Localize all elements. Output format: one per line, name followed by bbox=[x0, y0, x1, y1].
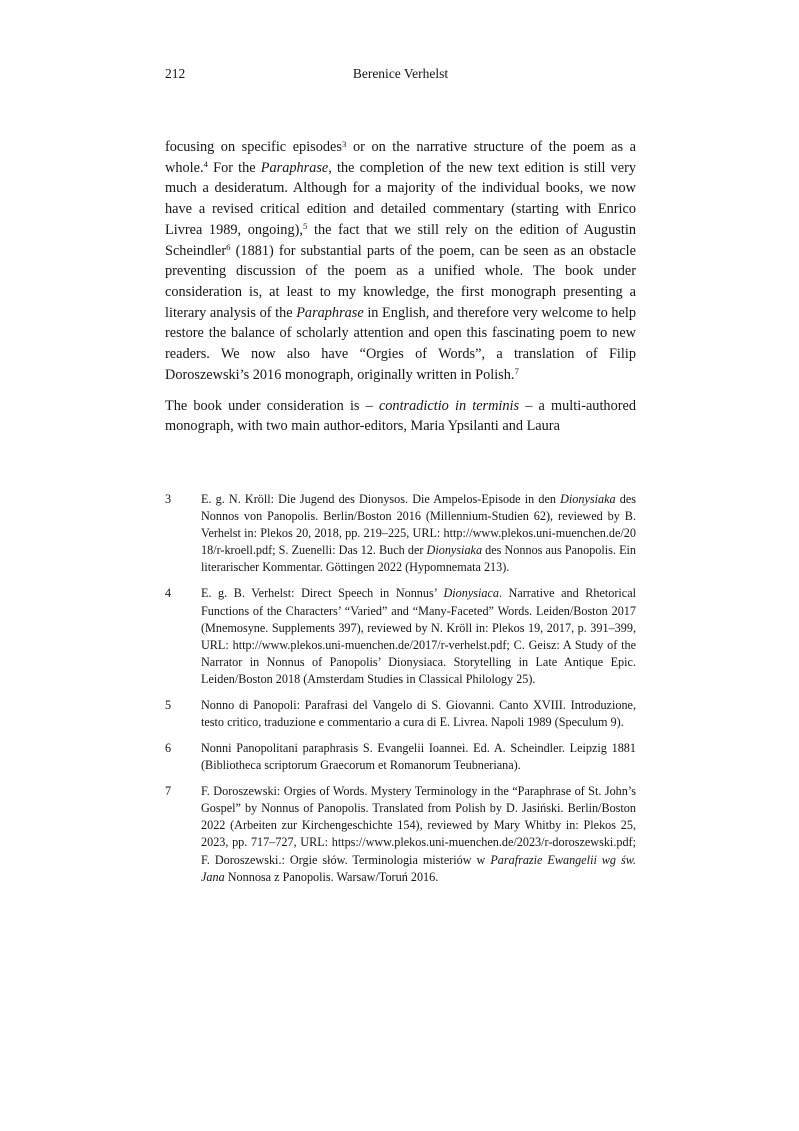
footnote-number: 4 bbox=[165, 586, 172, 601]
footnote bbox=[165, 491, 636, 576]
text-run: des Nonnos aus Panopolis. Ein literarischer Kommentar. Göttingen 2022 (Hypomnemata 213). bbox=[201, 543, 636, 575]
text-run: , the completion of the new text edition is still very much a desideratum. Although for a majority of the individual books, we now have a revised critical edition and detailed commentary (starting with Enrico Livrea 1989, ongoing), bbox=[165, 159, 636, 238]
footnotes bbox=[165, 491, 636, 886]
text-run: Dionysiaka bbox=[426, 543, 483, 558]
text-run: Nonnosa z Panopolis. Warsaw/Toruń 2016. bbox=[224, 869, 439, 884]
footnote-number: 5 bbox=[165, 697, 172, 712]
page-number: 212 bbox=[165, 66, 186, 81]
text-run: E. g. B. Verhelst: Direct Speech in Nonnus’ bbox=[201, 586, 444, 601]
url-text[interactable]: http://www.plekos.uni-muenchen.de/2018/r-kroell.pdf bbox=[201, 526, 636, 558]
footnote bbox=[165, 585, 636, 687]
text-run: Parafrazie Ewangelii wg św. Jana bbox=[201, 852, 637, 884]
footnote-ref: 5 bbox=[302, 221, 308, 232]
text-run: E. g. N. Kröll: Die Jugend des Dionysos. Die Ampelos-Episode in den bbox=[201, 492, 561, 507]
footnote-ref: 6 bbox=[226, 242, 231, 253]
text-run: (1881) for substantial parts of the poem, can be seen as an obstacle preventing discussion of the poem as a unified whole. The book under consideration is, at least to my knowledge, the first monograph presenting a literary analysis of the bbox=[165, 242, 636, 321]
text-run: F. Doroszewski: Orgies of Words. Mystery Terminology in the “Paraphrase of St. John’s Gospel” by Nonnus of Panopolis. Translated from Polish by D. Jasiński. Berlin/Boston 2022 (Arbeiten zur Kirchengeschichte 154), reviewed by Mary Whitby in: Plekos 25, 2023, pp. 717–727, URL: bbox=[201, 784, 636, 850]
footnote-ref: 7 bbox=[514, 366, 519, 377]
footnote-text bbox=[201, 740, 636, 774]
text-run: in English, and therefore very welcome to help restore the balance of scholarly attention and open this fascinating poem to new readers. We now also have “Orgies of Words”, a translation of Filip Doroszewski’s 2016 monograph, originally written in Polish. bbox=[165, 304, 636, 383]
text-run: focusing on specific episodes bbox=[165, 139, 342, 155]
text-run: The book under consideration is – bbox=[165, 397, 379, 414]
text-run: Paraphrase bbox=[260, 159, 329, 176]
text-run: – a multi-authored monograph, with two main author-editors, Maria Ypsilanti and Laura bbox=[165, 397, 636, 435]
footnote-text bbox=[201, 697, 636, 731]
text-run: Dionysiaka bbox=[560, 492, 616, 507]
text-run: or on the narrative structure of the poem as a whole. bbox=[165, 139, 636, 176]
text-run: ; C. Geisz: A Study of the Narrator in Nonnus of Panopolis’ Dionysiaca. Storytelling in Late Antique Epic. Leiden/Boston 2018 (Amsterdam Studies in Classical Philology 25). bbox=[201, 637, 637, 686]
footnote bbox=[165, 697, 636, 731]
footnote-text bbox=[201, 491, 636, 576]
text-run: the fact that we still rely on the edition of Augustin Scheindler bbox=[165, 221, 636, 259]
text-run: ; S. Zuenelli: Das 12. Buch der bbox=[272, 543, 427, 558]
footnote-number: 6 bbox=[165, 741, 172, 756]
running-header-author: Berenice Verhelst bbox=[352, 66, 449, 81]
url-text[interactable]: http://www.plekos.uni-muenchen.de/2017/r-verhelst.pdf bbox=[232, 637, 507, 652]
footnote-ref: 4 bbox=[203, 159, 208, 170]
footnote-number: 3 bbox=[165, 492, 172, 507]
text-run: . Narrative and Rhetorical Functions of the Characters’ “Varied” and “Many-Faceted” Words. Leiden/Boston 2017 (Mnemosyne. Supplements 397), reviewed by N. Kröll in: Plekos 19, 2017, p. 391–399, URL: bbox=[201, 586, 636, 652]
body-paragraph bbox=[165, 137, 636, 386]
footnote bbox=[165, 740, 636, 774]
footnote-number: 7 bbox=[165, 784, 172, 799]
footnote-text bbox=[201, 783, 636, 885]
page-header bbox=[165, 66, 636, 85]
main-text bbox=[165, 137, 636, 437]
text-run: For the bbox=[207, 159, 261, 176]
text-run: Nonni Panopolitani paraphrasis S. Evangelii Ioannei. Ed. A. Scheindler. Leipzig 1881 (Bibliotheca scriptorum Graecorum et Romanorum Teubneriana). bbox=[201, 741, 636, 773]
text-run: Nonno di Panopoli: Parafrasi del Vangelo di S. Giovanni. Canto XVIII. Introduzione, testo critico, traduzione e commentario a cura di E. Livrea. Napoli 1989 (Speculum 9). bbox=[201, 697, 636, 729]
text-run: Paraphrase bbox=[296, 304, 364, 321]
text-run: contradictio in terminis bbox=[378, 397, 520, 414]
footnote bbox=[165, 783, 636, 885]
url-text[interactable]: https://www.plekos.uni-muenchen.de/2023/r-doroszewski.pdf bbox=[331, 835, 633, 850]
text-run: ; F. Doroszewski.: Orgie słów. Terminologia misteriów w bbox=[201, 835, 636, 867]
body-paragraph bbox=[165, 396, 636, 437]
footnote-ref: 3 bbox=[341, 138, 347, 149]
text-run: Dionysiaca bbox=[443, 586, 499, 601]
text-run: des Nonnos von Panopolis. Berlin/Boston 2016 (Millennium-Studien 62), reviewed by B. Verhelst in: Plekos 20, 2018, pp. 219–225, URL: bbox=[201, 492, 636, 541]
footnote-text bbox=[201, 585, 636, 687]
